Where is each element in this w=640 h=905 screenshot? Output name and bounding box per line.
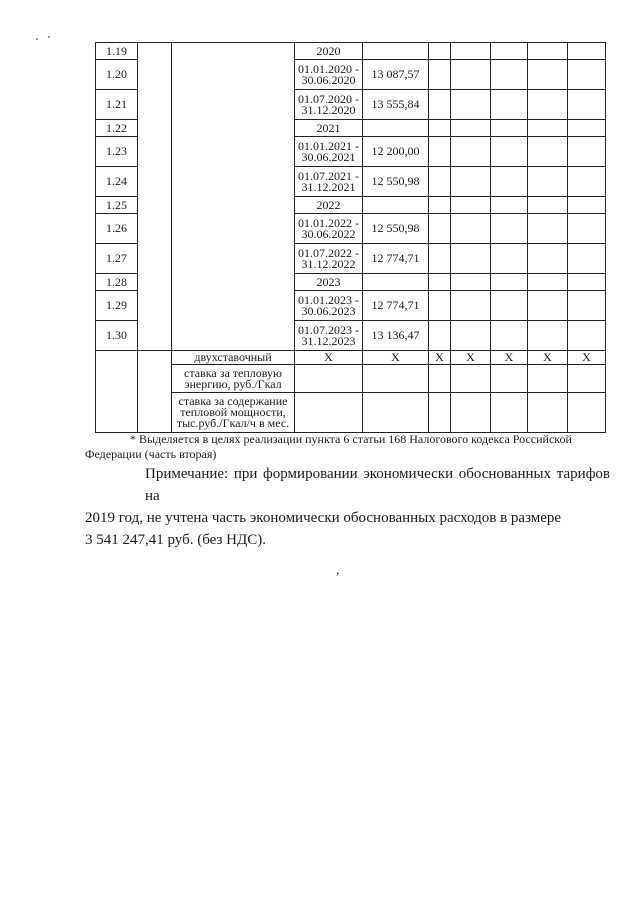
blank-cell xyxy=(172,43,295,351)
row-number: 1.26 xyxy=(96,214,138,244)
empty-cell xyxy=(491,90,528,120)
value-cell: 12 200,00 xyxy=(363,137,429,167)
row-number: 1.20 xyxy=(96,60,138,90)
value-cell xyxy=(363,43,429,60)
x-mark: Х xyxy=(451,351,491,365)
empty-cell xyxy=(451,197,491,214)
empty-cell xyxy=(451,244,491,274)
row-number: 1.29 xyxy=(96,291,138,321)
year-cell: 2020 xyxy=(295,43,363,60)
period-line: 30.06.2022 xyxy=(301,226,356,241)
empty-cell xyxy=(528,197,568,214)
scan-speck xyxy=(48,36,50,38)
value-cell: 13 555,84 xyxy=(363,90,429,120)
empty-cell xyxy=(491,137,528,167)
row-number: 1.24 xyxy=(96,167,138,197)
x-mark: Х xyxy=(429,351,451,365)
x-mark: Х xyxy=(568,351,606,365)
x-mark: Х xyxy=(491,351,528,365)
footnote xyxy=(85,432,610,462)
period-line: 01.01.2020 - xyxy=(298,61,359,76)
period-line: 01.01.2021 - xyxy=(298,138,359,153)
year-cell: 2021 xyxy=(295,120,363,137)
scan-speck xyxy=(36,38,38,40)
empty-cell xyxy=(363,393,429,433)
empty-cell xyxy=(429,393,451,433)
period-line: 01.07.2022 - xyxy=(298,245,359,260)
empty-cell xyxy=(451,321,491,351)
row-number: 1.23 xyxy=(96,137,138,167)
period-line: 30.06.2023 xyxy=(301,303,356,318)
empty-cell xyxy=(528,60,568,90)
period-line: 31.12.2020 xyxy=(301,102,356,117)
period-cell xyxy=(295,167,363,197)
empty-cell xyxy=(295,393,363,433)
period-line: 01.01.2022 - xyxy=(298,215,359,230)
empty-cell xyxy=(491,197,528,214)
empty-cell xyxy=(429,365,451,393)
empty-cell xyxy=(451,90,491,120)
period-cell xyxy=(295,90,363,120)
blank-cell xyxy=(138,351,172,433)
year-cell: 2023 xyxy=(295,274,363,291)
empty-cell xyxy=(429,167,451,197)
empty-cell xyxy=(568,90,606,120)
period-line: 31.12.2023 xyxy=(301,333,356,348)
empty-cell xyxy=(491,60,528,90)
empty-cell xyxy=(568,244,606,274)
value-cell: 12 550,98 xyxy=(363,214,429,244)
period-line: 31.12.2021 xyxy=(301,179,356,194)
period-cell xyxy=(295,137,363,167)
empty-cell xyxy=(363,365,429,393)
footnote-line: * Выделяется в целях реализации пункта 6 статьи 168 Налогового кодекса Российской xyxy=(130,432,572,446)
period-line: 01.07.2020 - xyxy=(298,91,359,106)
empty-cell xyxy=(568,274,606,291)
note-line: 3 541 247,41 руб. (без НДС). xyxy=(85,532,266,548)
empty-cell xyxy=(568,60,606,90)
empty-cell xyxy=(528,321,568,351)
empty-cell xyxy=(429,137,451,167)
x-mark: Х xyxy=(528,351,568,365)
value-cell: 12 550,98 xyxy=(363,167,429,197)
period-cell xyxy=(295,291,363,321)
note-line: 2019 год, не учтена часть экономически обоснованных расходов в размере xyxy=(85,510,562,526)
empty-cell xyxy=(568,214,606,244)
empty-cell xyxy=(568,43,606,60)
empty-cell xyxy=(568,365,606,393)
empty-cell xyxy=(491,120,528,137)
empty-cell xyxy=(528,244,568,274)
empty-cell xyxy=(451,43,491,60)
note-paragraph xyxy=(85,463,610,551)
value-cell xyxy=(363,274,429,291)
empty-cell xyxy=(429,197,451,214)
period-cell xyxy=(295,60,363,90)
empty-cell xyxy=(491,365,528,393)
blank-cell xyxy=(96,351,138,433)
table-row xyxy=(96,351,606,365)
empty-cell xyxy=(451,291,491,321)
table-row xyxy=(96,43,606,60)
table-row xyxy=(96,393,606,433)
value-cell: 12 774,71 xyxy=(363,244,429,274)
row-number: 1.30 xyxy=(96,321,138,351)
row-number: 1.25 xyxy=(96,197,138,214)
value-cell: 13 136,47 xyxy=(363,321,429,351)
empty-cell xyxy=(491,244,528,274)
empty-cell xyxy=(528,90,568,120)
row-number: 1.19 xyxy=(96,43,138,60)
empty-cell xyxy=(491,321,528,351)
empty-cell xyxy=(491,274,528,291)
empty-cell xyxy=(568,393,606,433)
empty-cell xyxy=(451,365,491,393)
note-line: Примечание: при формировании экономически обоснованных тарифов на xyxy=(145,466,610,504)
tariff-table xyxy=(95,42,606,433)
blank-cell xyxy=(138,43,172,351)
footnote-line: Федерации (часть вторая) xyxy=(85,447,217,461)
empty-cell xyxy=(568,137,606,167)
empty-cell xyxy=(491,167,528,197)
empty-cell xyxy=(568,120,606,137)
empty-cell xyxy=(528,291,568,321)
period-cell xyxy=(295,214,363,244)
x-mark: Х xyxy=(363,351,429,365)
row-number: 1.27 xyxy=(96,244,138,274)
value-cell xyxy=(363,197,429,214)
empty-cell xyxy=(429,90,451,120)
empty-cell xyxy=(528,120,568,137)
stray-comma: , xyxy=(336,562,340,577)
energy-rate-label: ставка за тепловую энергию, руб./Гкал xyxy=(172,365,295,393)
two-rate-label: двухставочный xyxy=(172,351,295,365)
x-mark: Х xyxy=(295,351,363,365)
empty-cell xyxy=(528,393,568,433)
empty-cell xyxy=(491,393,528,433)
empty-cell xyxy=(568,167,606,197)
empty-cell xyxy=(528,274,568,291)
empty-cell xyxy=(568,321,606,351)
tariff-table-body xyxy=(96,43,606,433)
empty-cell xyxy=(528,365,568,393)
empty-cell xyxy=(451,137,491,167)
empty-cell xyxy=(451,120,491,137)
period-line: 01.01.2023 - xyxy=(298,292,359,307)
value-cell xyxy=(363,120,429,137)
row-number: 1.22 xyxy=(96,120,138,137)
empty-cell xyxy=(568,197,606,214)
empty-cell xyxy=(451,167,491,197)
period-cell xyxy=(295,244,363,274)
empty-cell xyxy=(528,167,568,197)
empty-cell xyxy=(429,120,451,137)
empty-cell xyxy=(429,244,451,274)
empty-cell xyxy=(491,291,528,321)
period-line: 31.12.2022 xyxy=(301,256,356,271)
empty-cell xyxy=(491,214,528,244)
row-number: 1.28 xyxy=(96,274,138,291)
row-number: 1.21 xyxy=(96,90,138,120)
year-cell: 2022 xyxy=(295,197,363,214)
empty-cell xyxy=(429,321,451,351)
period-cell xyxy=(295,321,363,351)
empty-cell xyxy=(451,393,491,433)
empty-cell xyxy=(429,291,451,321)
empty-cell xyxy=(528,43,568,60)
empty-cell xyxy=(568,291,606,321)
empty-cell xyxy=(429,43,451,60)
period-line: 30.06.2021 xyxy=(301,149,356,164)
value-cell: 12 774,71 xyxy=(363,291,429,321)
period-line: 01.07.2023 - xyxy=(298,322,359,337)
empty-cell xyxy=(528,137,568,167)
period-line: 30.06.2020 xyxy=(301,72,356,87)
empty-cell xyxy=(451,60,491,90)
value-cell: 13 087,57 xyxy=(363,60,429,90)
empty-cell xyxy=(429,214,451,244)
empty-cell xyxy=(451,274,491,291)
empty-cell xyxy=(451,214,491,244)
empty-cell xyxy=(429,274,451,291)
capacity-rate-label: ставка за содержание тепловой мощности, тыс.руб./Гкал/ч в мес. xyxy=(172,393,295,433)
table-row xyxy=(96,365,606,393)
empty-cell xyxy=(491,43,528,60)
empty-cell xyxy=(295,365,363,393)
period-line: 01.07.2021 - xyxy=(298,168,359,183)
empty-cell xyxy=(528,214,568,244)
empty-cell xyxy=(429,60,451,90)
